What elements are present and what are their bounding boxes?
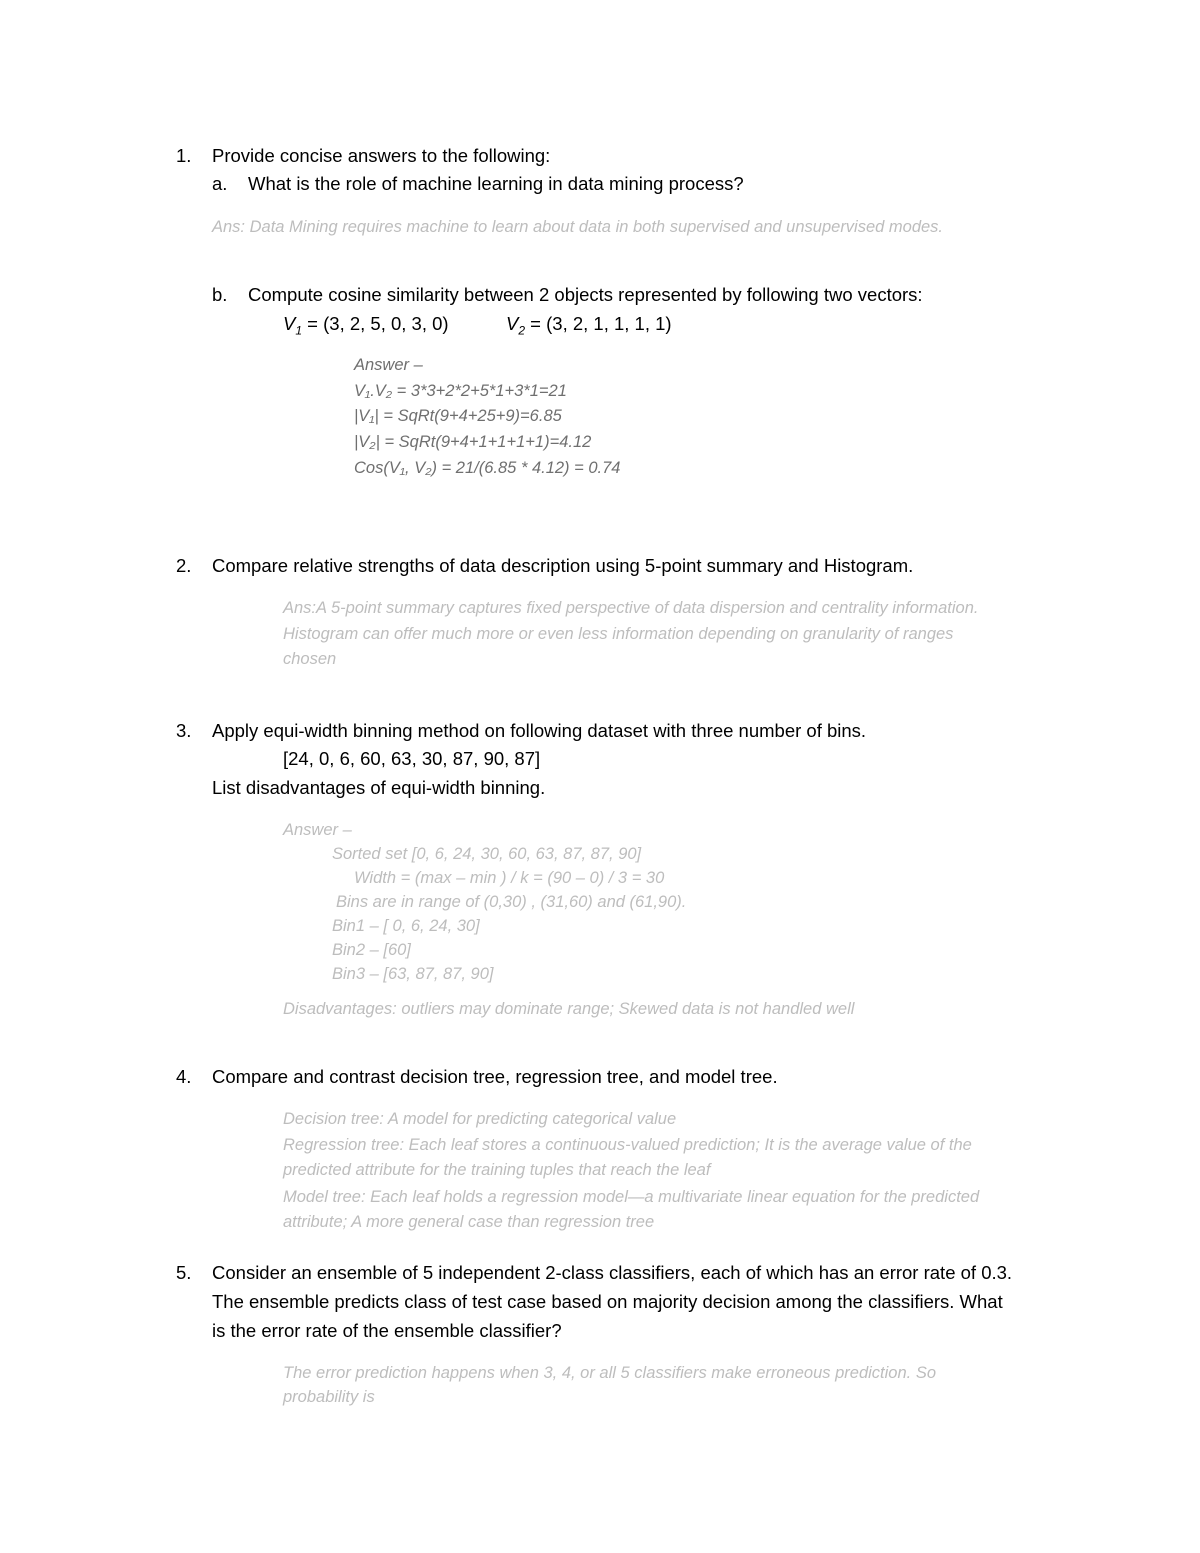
q1b-answer-line: Answer –: [354, 356, 423, 374]
q3-answer-line: Answer –: [283, 821, 352, 839]
q3-answer-line: Sorted set [0, 6, 24, 30, 60, 63, 87, 87, 90]: [332, 845, 642, 863]
q4-answer-line: predicted attribute for the training tuples that reach the leaf: [283, 1161, 711, 1179]
q3-dataset: [24, 0, 6, 60, 63, 30, 87, 90, 87]: [283, 748, 541, 769]
q5-answer-line: The error prediction happens when 3, 4, or all 5 classifiers make erroneous prediction. So: [283, 1364, 937, 1382]
q1a-letter: a.: [212, 173, 228, 194]
q1b-answer-line: |V₂| = SqRt(9+4+1+1+1+1)=4.12: [354, 433, 592, 451]
q4-answer-line: Decision tree: A model for predicting categorical value: [283, 1110, 677, 1128]
vector-v1: [283, 312, 449, 336]
q5-answer-line: probability is: [283, 1388, 375, 1406]
q4-answer-line: Model tree: Each leaf holds a regression model—a multivariate linear equation for the predicted: [283, 1188, 980, 1206]
q5-number: 5.: [176, 1262, 192, 1283]
q4-number: 4.: [176, 1066, 192, 1087]
v1-name: V: [283, 313, 296, 334]
v1-subscript: 1: [295, 323, 303, 338]
v2-subscript: 2: [518, 323, 526, 338]
q1b-answer-line: V₁.V₂ = 3*3+2*2+5*1+3*1=21: [354, 382, 567, 400]
q4-answer-line: attribute; A more general case than regression tree: [283, 1213, 655, 1231]
q3-answer-line: Bin2 – [60]: [332, 941, 411, 959]
v2-value: = (3, 2, 1, 1, 1, 1): [530, 313, 672, 334]
q5-prompt-line: The ensemble predicts class of test case based on majority decision among the classifiers. What: [212, 1291, 1003, 1312]
v1-value: = (3, 2, 5, 0, 3, 0): [307, 313, 449, 334]
v2-name: V: [506, 313, 519, 334]
q1-prompt: Provide concise answers to the following:: [212, 145, 551, 166]
q3-disadvantages: Disadvantages: outliers may dominate range; Skewed data is not handled well: [283, 1000, 855, 1018]
q1b-letter: b.: [212, 284, 228, 305]
q3-answer-line: Bin1 – [ 0, 6, 24, 30]: [332, 917, 480, 935]
q2-answer-line: Histogram can offer much more or even less information depending on granularity of ranges: [283, 625, 954, 643]
q5-prompt-line: Consider an ensemble of 5 independent 2-class classifiers, each of which has an error rate of 0.3.: [212, 1262, 1013, 1283]
q3-answer-line: Width = (max – min ) / k = (90 – 0) / 3 = 30: [354, 869, 665, 887]
q2-prompt: Compare relative strengths of data description using 5-point summary and Histogram.: [212, 555, 914, 576]
q3-prompt2: List disadvantages of equi-width binning.: [212, 777, 546, 798]
q1b-text: Compute cosine similarity between 2 objects represented by following two vectors:: [248, 284, 923, 305]
q1-number: 1.: [176, 145, 192, 166]
q5-prompt-line: is the error rate of the ensemble classifier?: [212, 1320, 562, 1341]
q1a-text: What is the role of machine learning in data mining process?: [248, 173, 744, 194]
q1a-answer: Ans: Data Mining requires machine to learn about data in both supervised and unsupervised modes.: [212, 218, 944, 236]
q3-answer-line: Bins are in range of (0,30) , (31,60) and (61,90).: [336, 893, 687, 911]
q4-prompt: Compare and contrast decision tree, regression tree, and model tree.: [212, 1066, 778, 1087]
vector-v2: [506, 312, 672, 336]
q1b-answer-line: Cos(V₁, V₂) = 21/(6.85 * 4.12) = 0.74: [354, 459, 621, 477]
q1b-answer-line: |V₁| = SqRt(9+4+25+9)=6.85: [354, 407, 562, 425]
q2-answer-line: Ans:A 5-point summary captures fixed perspective of data dispersion and centrality information.: [283, 599, 979, 617]
q4-answer-line: Regression tree: Each leaf stores a continuous-valued prediction; It is the average value of the: [283, 1136, 972, 1154]
q3-prompt: Apply equi-width binning method on following dataset with three number of bins.: [212, 720, 867, 741]
q2-answer-line: chosen: [283, 650, 337, 668]
q2-number: 2.: [176, 555, 192, 576]
q3-answer-line: Bin3 – [63, 87, 87, 90]: [332, 965, 494, 983]
q3-number: 3.: [176, 720, 192, 741]
